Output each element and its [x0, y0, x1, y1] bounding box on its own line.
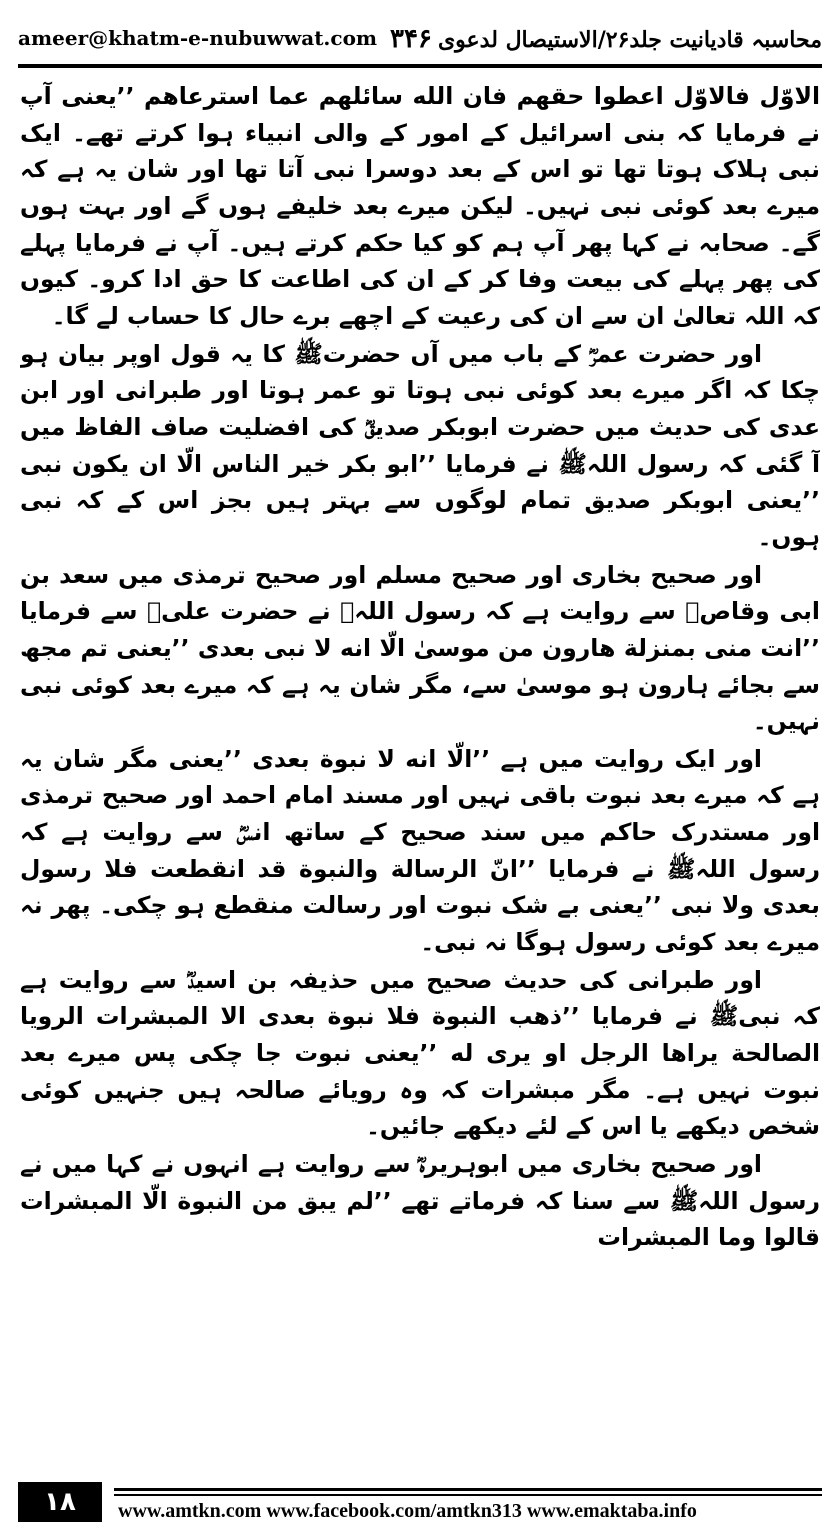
header-page-number: ۳۴۶	[390, 24, 432, 54]
paragraph-1: الاوّل فالاوّل اعطوا حقهم فان الله سائلهم عما استرعاهم ’’یعنی آپ نے فرمایا کہ بنی اسرائیل کے امور کے والی انبیاء ہوا کرتے تھے۔ ایک نبی ہلاک ہوتا تھا تو اس کے بعد دوسرا نبی آتا تھا اور شان یہ ہے کہ میرے بعد کوئی نبی نہیں۔ لیکن میرے بعد خلیفے ہوں گے اور بہت ہوں گے۔ صحابہ نے کہا پھر آپ ہم کو کیا حکم کرتے ہیں۔ آپ نے فرمایا پہلے کی پھر پہلے کی بیعت وفا کر کے ان کی اطاعت کا حق ادا کرو۔ کیوں کہ اللہ تعالیٰ ان سے ان کی رعیت کے اچھے برے حال کا حساب لے گا۔	[20, 82, 820, 330]
footer-rule	[114, 1488, 822, 1491]
paragraph-2: اور حضرت عمرؓ کے باب میں آں حضرتﷺ کا یہ قول اوپر بیان ہو چکا کہ اگر میرے بعد کوئی نبی ہوتا تو عمر ہوتا اور طبرانی اور ابن عدی کی حدیث میں حضرت ابوبکر صدیقؓ کی افضلیت صاف الفاظ میں آ گئی کہ رسول اللہﷺ نے فرمایا ’’ابو بکر خیر الناس الّا ان یکون نبی ’’یعنی ابوبکر صدیق تمام لوگوں سے بہتر ہیں بجز اس کے کہ نبی ہوں۔	[20, 339, 820, 551]
header-email: ameer@khatm-e-nubuwwat.com	[18, 26, 378, 50]
footer-urls: www.amtkn.com www.facebook.com/amtkn313 www.emaktaba.info	[118, 1500, 697, 1522]
header-title-text: محاسبہ قادیانیت جلد۲۶/الاستیصال لدعوی	[437, 27, 822, 53]
folio-number: ۱۸	[18, 1482, 102, 1522]
page-header	[18, 20, 822, 60]
footer-rule-thin	[114, 1494, 822, 1496]
header-title	[384, 24, 822, 54]
body-text	[20, 78, 820, 1458]
header-rule	[18, 64, 822, 68]
paragraph-6: اور صحیح بخاری میں ابوہریرہؓ سے روایت ہے انہوں نے کہا میں نے رسول اللہﷺ سے سنا کہ فرماتے تھے ’’لم یبق من النبوة الّا المبشرات قالوا وما المبشرات	[20, 1150, 820, 1252]
paragraph-4: اور ایک روایت میں ہے ’’الّا انه لا نبوة بعدی ’’یعنی مگر شان یہ ہے کہ میرے بعد نبوت باقی نہیں اور مسند امام احمد اور صحیح ترمذی اور مستدرک حاکم میں سند صحیح کے ساتھ انسؓ سے روایت ہے کہ رسول اللہﷺ نے فرمایا ’’انّ الرسالة والنبوة قد انقطعت فلا رسول بعدی ولا نبی ’’یعنی بے شک نبوت اور رسالت منقطع ہو چکی۔ پھر نہ میرے بعد کوئی رسول ہوگا نہ نبی۔	[20, 744, 820, 957]
page-footer	[18, 1478, 822, 1528]
paragraph-3: اور صحیح بخاری اور صحیح مسلم اور صحیح ترمذی میں سعد بن ابی وقاصؓ سے روایت ہے کہ رسول اللہﷺ نے حضرت علیؓ سے فرمایا ’’انت منی بمنزلة هارون من موسیٰ الّا انه لا نبی بعدی ’’یعنی تم مجھ سے بجائے ہارون ہو موسیٰ سے، مگر شان یہ ہے کہ میرے بعد کوئی نبی نہیں۔	[20, 560, 820, 736]
paragraph-5: اور طبرانی کی حدیث صحیح میں حذیفہ بن اسیدؓ سے روایت ہے کہ نبیﷺ نے فرمایا ’’ذهب النبوة فلا نبوة بعدی الا المبشرات الرویا الصالحة یراها الرجل او یری له ’’یعنی نبوت جا چکی پس میرے بعد نبوت نہیں ہے۔ مگر مبشرات کہ وہ رویائے صالحہ ہیں جنہیں کوئی شخص دیکھے یا اس کے لئے دیکھے جائیں۔	[20, 965, 820, 1141]
